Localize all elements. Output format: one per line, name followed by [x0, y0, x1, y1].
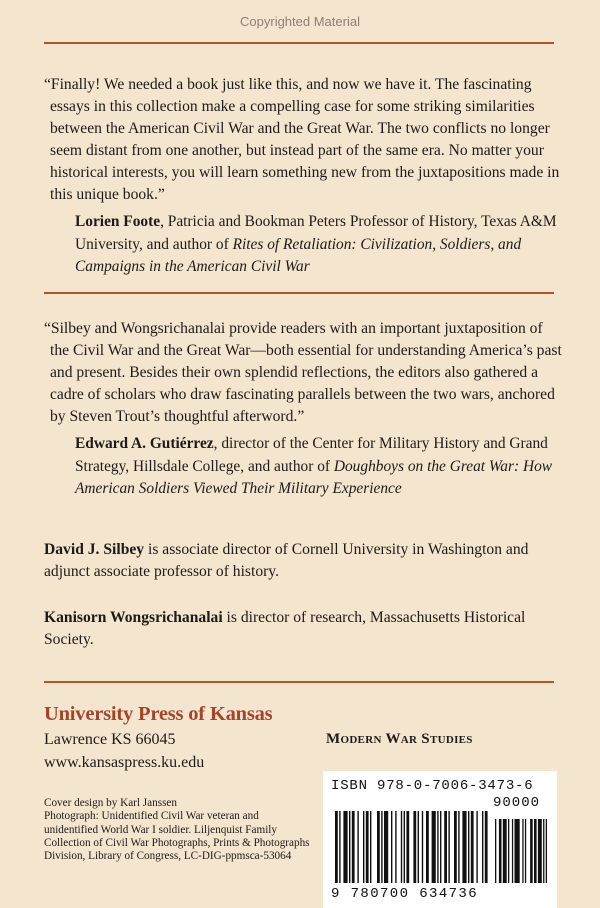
barcode-bar — [366, 811, 369, 883]
publisher-name: University Press of Kansas — [44, 703, 273, 725]
barcode-bar — [448, 811, 449, 883]
copyright-watermark: Copyrighted Material — [240, 14, 360, 29]
reviewer-name: Lorien Foote — [75, 213, 161, 230]
barcode-bar — [349, 811, 350, 883]
blurb-quote-1: “Finally! We needed a book just like this, and now we have it. The fascinating essays in this collection make a compelling case for some striking similarities between the American Civil War and the Great War. The two conflicts no longer seem distant from one another, but instead part of the same era. No matter your historical interests, you will learn something new from the juxtapositions made in this unique book.” — [44, 76, 560, 203]
barcode-bar — [352, 811, 355, 883]
addon-bar — [525, 819, 526, 883]
reviewer-book-title: Rites of Retaliation: Civilization, Soldiers, and Campaigns in the American Civil War — [75, 235, 522, 275]
blurb-attribution-2 — [75, 433, 557, 501]
addon-bar — [538, 819, 542, 883]
isbn-barcode — [323, 771, 557, 908]
barcode-bar — [406, 811, 409, 883]
blurb-attribution-1 — [75, 211, 557, 279]
barcode-bar — [422, 811, 423, 883]
blurb-quote-2: “Silbey and Wongsrichanalai provide readers with an important juxtaposition of the Civil War and the Great War—both essential for understanding America’s past and present. Besides their own splendid reflections, the editors also gathered a cadre of scholars who draw fascinating parallels between the two wars, anchored by Steven Trout’s thoughtful afterword.” — [44, 320, 562, 425]
barcode-bar — [395, 811, 396, 883]
addon-bar — [546, 819, 547, 883]
barcode-bar — [482, 811, 483, 883]
addon-bar — [534, 819, 537, 883]
credits-text: Cover design by Karl Janssen Photograph: Unidentified Civil War veteran and unidentified World War I soldier. Liljenquist Family Collection of Civil War Photographs, Prints & Photographs Division, Library of Congress, LC-DIG-ppmsca-53064 — [44, 797, 310, 863]
barcode-bar — [339, 811, 340, 883]
barcode-bar — [471, 811, 474, 883]
cover-credits — [44, 797, 314, 863]
price-addon: 90000 — [493, 795, 541, 811]
barcode-bar — [462, 811, 466, 883]
addon-bar — [522, 819, 523, 883]
addon-bar — [495, 819, 496, 883]
publisher-url[interactable]: www.kansaspress.ku.edu — [44, 754, 205, 771]
barcode-bar — [468, 811, 469, 883]
barcode-bar — [404, 811, 405, 883]
barcode-bar — [413, 811, 416, 883]
barcode-bar — [426, 811, 429, 883]
top-divider — [44, 42, 554, 44]
publisher-city: Lawrence KS 66045 — [44, 731, 176, 748]
editor-bio-text: is director of research, Massachusetts Historical Society. — [44, 609, 526, 648]
barcode-bar — [381, 811, 382, 883]
barcode-bar — [454, 811, 457, 883]
barcode-bar — [377, 811, 380, 883]
reviewer-book-title: Doughboys on the Great War: How American Soldiers Viewed Their Military Experience — [75, 457, 553, 497]
editor-name: Kanisorn Wongsrichanalai — [44, 609, 223, 626]
barcode-bar — [476, 811, 477, 883]
barcode-bar — [363, 811, 364, 883]
middle-divider — [44, 292, 554, 294]
barcode-bars — [335, 811, 549, 887]
reviewer-name: Edward A. Gutiérrez — [75, 435, 214, 452]
editor-name: David J. Silbey — [44, 541, 145, 558]
addon-bar — [508, 819, 509, 883]
barcode-bar — [335, 811, 338, 883]
barcode-bar — [440, 811, 441, 883]
addon-bar — [499, 819, 502, 883]
reviewer-affiliation: , Patricia and Bookman Peters Professor of History, Texas A&M University, and author of — [75, 213, 557, 253]
barcode-bar — [391, 811, 392, 883]
isbn-label: ISBN 978-0-7006-3473-6 — [331, 778, 534, 794]
barcode-bar — [418, 811, 419, 883]
addon-bar — [543, 819, 544, 883]
series-name: Modern War Studies — [326, 731, 473, 747]
bottom-divider — [44, 681, 554, 683]
barcode-bar — [458, 811, 459, 883]
barcode-bar — [437, 811, 438, 883]
addon-bar — [530, 819, 533, 883]
barcode-bar — [444, 811, 447, 883]
barcode-bar — [401, 811, 402, 883]
editor-bio-1 — [44, 539, 556, 583]
barcode-bar — [343, 811, 347, 883]
barcode-bar — [384, 811, 388, 883]
addon-bar — [512, 819, 513, 883]
barcode-bar — [370, 811, 371, 883]
addon-bar — [503, 819, 507, 883]
addon-bar — [515, 819, 520, 883]
ean-digits: 9 780700 634736 — [331, 886, 479, 902]
barcode-bar — [357, 811, 358, 883]
reviewer-affiliation: , director of the Center for Military History and Grand Strategy, Hillsdale College, and author of — [75, 435, 548, 475]
barcode-bar — [432, 811, 436, 883]
editor-bio-text: is associate director of Cornell University in Washington and adjunct associate professor of history. — [44, 541, 529, 580]
barcode-bar — [485, 811, 488, 883]
editor-bio-2 — [44, 607, 556, 651]
